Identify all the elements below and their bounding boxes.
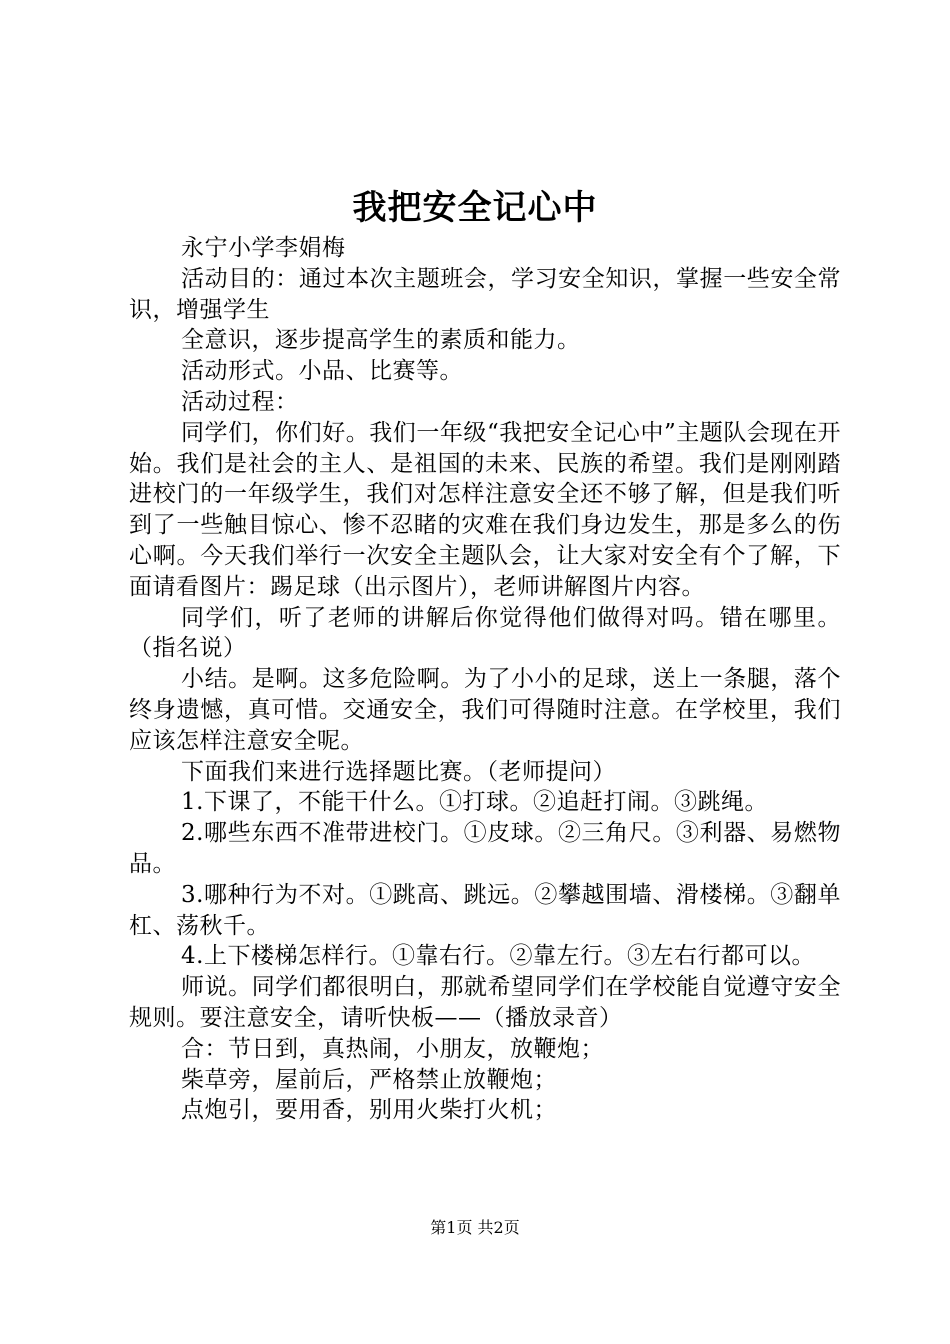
paragraph: 同学们，听了老师的讲解后你觉得他们做得对吗。错在哪里。（指名说） bbox=[129, 604, 841, 662]
paragraph: 活动形式。小品、比赛等。 bbox=[181, 358, 463, 385]
paragraph: 同学们，你们好。我们一年级“我把安全记心中”主题队会现在开始。我们是社会的主人、是祖国的未来、民族的希望。我们是刚刚踏进校门的一年级学生，我们对怎样注意安全还不够了解，但是我们听到了一些触目惊心、惨不忍睹的灾难在我们身边发生，那是多么的伤心啊。今天我们举行一次安全主题队会，让大家对安全有个了解，下面请看图片：踢足球（出示图片），老师讲解图片内容。 bbox=[129, 419, 841, 600]
paragraph: 下面我们来进行选择题比赛。（老师提问） bbox=[181, 758, 616, 785]
verse-line: 柴草旁，屋前后，严格禁止放鞭炮； bbox=[181, 1066, 557, 1093]
verse-line: 合：节日到，真热闹，小朋友，放鞭炮； bbox=[181, 1035, 604, 1062]
paragraph: 全意识，逐步提高学生的素质和能力。 bbox=[181, 327, 581, 354]
document-title: 我把安全记心中 bbox=[352, 188, 598, 228]
quiz-question: 2.哪些东西不准带进校门。①皮球。②三角尺。③利器、易燃物品。 bbox=[129, 820, 841, 877]
author-line: 永宁小学李娟梅 bbox=[181, 235, 346, 261]
paragraph: 活动过程： bbox=[181, 388, 299, 415]
document-body bbox=[129, 233, 841, 1126]
paragraph: 活动目的：通过本次主题班会，学习安全知识，掌握一些安全常识，增强学生 bbox=[129, 265, 841, 323]
quiz-question: 3.哪种行为不对。①跳高、跳远。②攀越围墙、滑楼梯。③翻单杠、荡秋千。 bbox=[129, 881, 841, 939]
verse-line: 点炮引，要用香，别用火柴打火机； bbox=[181, 1097, 557, 1124]
page-number: 第1页 共2页 bbox=[430, 1218, 520, 1237]
quiz-question: 4.上下楼梯怎样行。①靠右行。②靠左行。③左右行都可以。 bbox=[181, 943, 815, 970]
paragraph: 师说。同学们都很明白，那就希望同学们在学校能自觉遵守安全规则。要注意安全，请听快板——（播放录音） bbox=[129, 974, 841, 1031]
quiz-question: 1.下课了，不能干什么。①打球。②追赶打闹。③跳绳。 bbox=[181, 789, 768, 816]
paragraph: 小结。是啊。这多危险啊。为了小小的足球，送上一条腿，落个终身遗憾，真可惜。交通安全，我们可得随时注意。在学校里，我们应该怎样注意安全呢。 bbox=[129, 666, 841, 754]
